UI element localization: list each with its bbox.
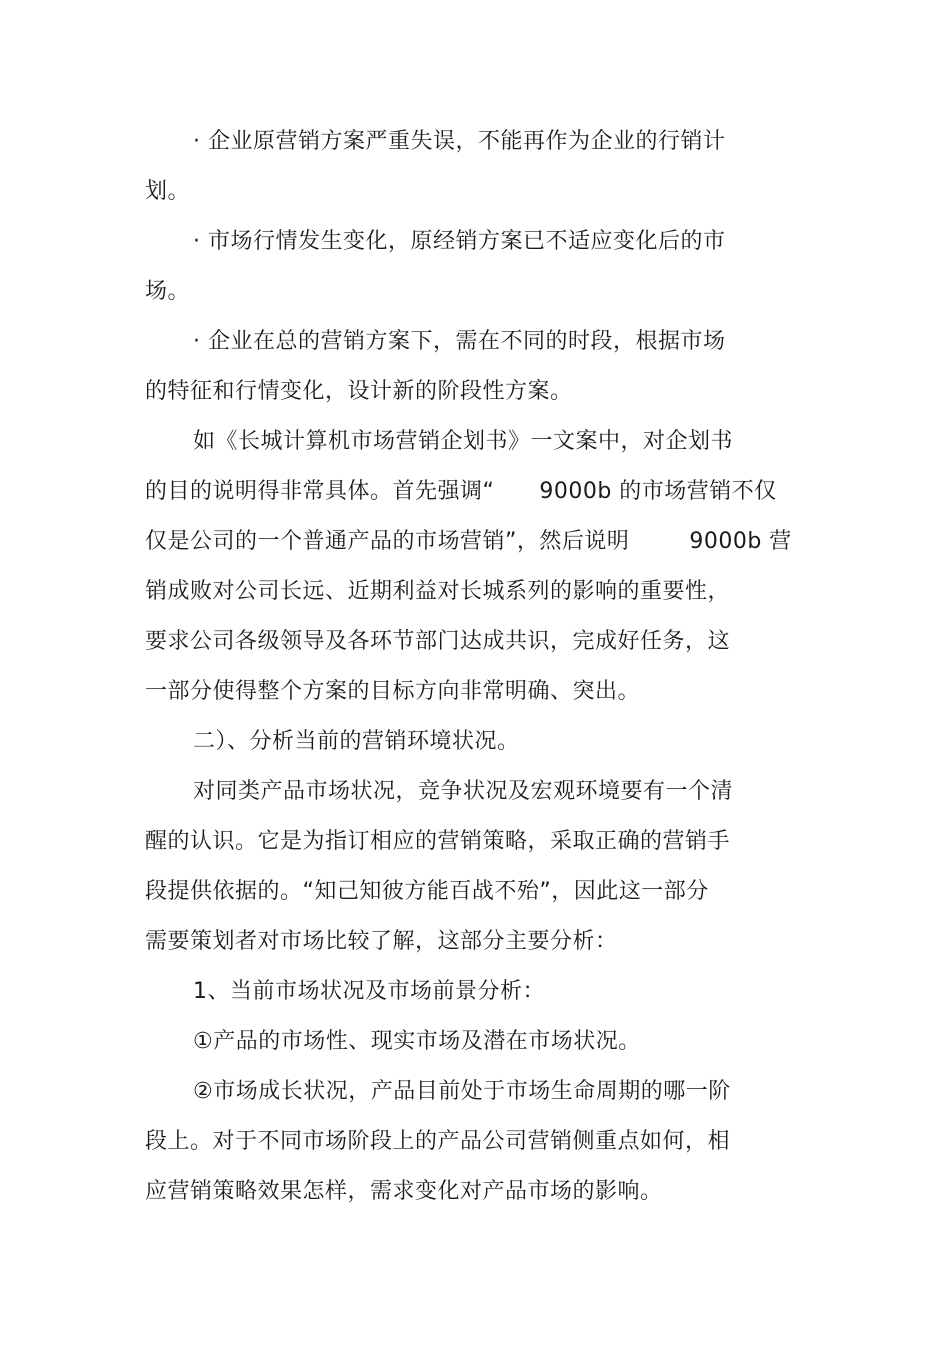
list-item: ①产品的市场性、现实市场及潜在市场状况。: [193, 1029, 641, 1054]
paragraph-line: 要求公司各级领导及各环节部门达成共识，完成好任务，这: [145, 629, 731, 654]
paragraph-line: 醒的认识。它是为指订相应的营销策略，采取正确的营销手: [145, 829, 731, 854]
section-heading: 二）、分析当前的营销环境状况。: [193, 729, 520, 754]
paragraph-line: 的特征和行情变化，设计新的阶段性方案。: [145, 379, 573, 404]
paragraph-line: · 企业在总的营销方案下，需在不同的时段，根据市场: [193, 329, 726, 354]
paragraph-line: 一部分使得整个方案的目标方向非常明确、突出。: [145, 679, 641, 704]
subsection-heading: 1、当前市场状况及市场前景分析：: [193, 979, 545, 1004]
paragraph-line: 仅是公司的一个普通产品的市场营销”，然后说明 9000b 营: [145, 529, 792, 554]
list-item: ②市场成长状况，产品目前处于市场生命周期的哪一阶: [193, 1079, 731, 1104]
paragraph-line: 段提供依据的。“知己知彼方能百战不殆”，因此这一部分: [145, 879, 709, 904]
paragraph-line: · 市场行情发生变化，原经销方案已不适应变化后的市: [193, 229, 726, 254]
paragraph-line: 应营销策略效果怎样，需求变化对产品市场的影响。: [145, 1179, 663, 1204]
paragraph-line: 的目的说明得非常具体。首先强调“ 9000b 的市场营销不仅: [145, 479, 777, 504]
paragraph-line: 段上。对于不同市场阶段上的产品公司营销侧重点如何，相: [145, 1129, 731, 1154]
paragraph-line: · 企业原营销方案严重失误，不能再作为企业的行销计: [193, 129, 726, 154]
paragraph-line: 对同类产品市场状况，竞争状况及宏观环境要有一个清: [193, 779, 734, 804]
paragraph-line: 需要策划者对市场比较了解，这部分主要分析：: [145, 929, 618, 954]
paragraph-line: 如《长城计算机市场营销企划书》一文案中，对企划书: [193, 429, 734, 454]
paragraph-line: 划。: [145, 179, 191, 204]
paragraph-line: 销成败对公司长远、近期利益对长城系列的影响的重要性，: [145, 579, 731, 604]
paragraph-line: 场。: [145, 279, 191, 304]
